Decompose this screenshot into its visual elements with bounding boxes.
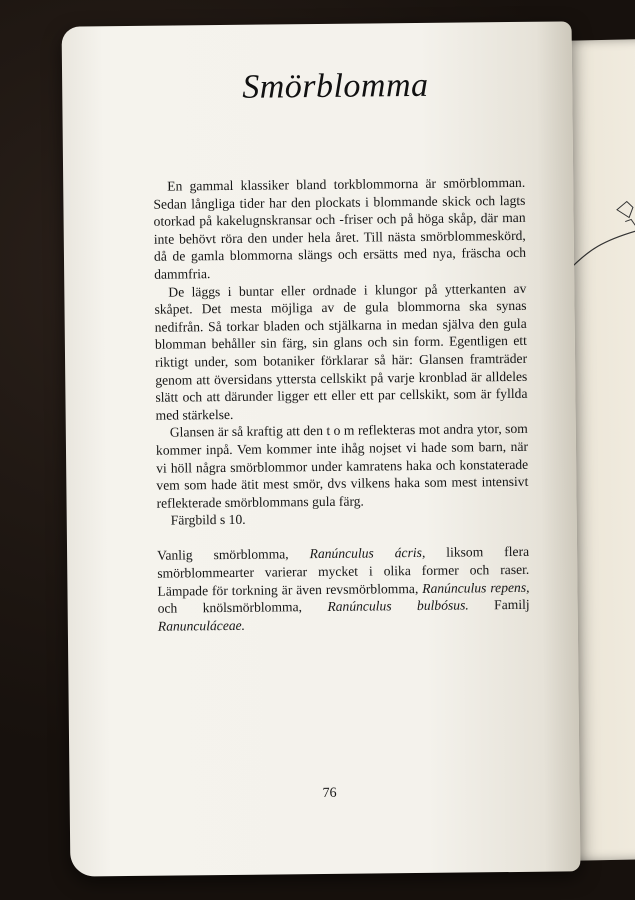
- species-note: Vanlig smörblomma, Ranúnculus ácris, liksom flera smörblommearter varierar mycket i olika former och raser. Lämpade för torkning är även revsmörblomma, Ranúnculus repens, och knölsmörblomma, Ranúnculus bulbósus. Familj Ranunculáceae.: [157, 544, 530, 634]
- paragraph: De läggs i buntar eller ordnade i klungor på ytterkanten av skåpet. Det mesta möjliga av de gula blommorna ska synas nedifrån. Så torkar bladen och stjälkarna in medan själva den gula blomman behåller sin färg, sin glans och sin form. Egentligen ett riktigt under, som botaniker förklarar så här: Glansen framträder genom att översidans yttersta cellskikt på varje kronblad är alldeles slätt och att därunder ligger ett eller ett par cellskikt, som är fyllda med stärkelse.: [154, 280, 528, 423]
- paragraph: Glansen är så kraftig att den t o m reflekteras mot andra ytor, som kommer inpå. Vem kommer inte ihåg nojset vi hade som barn, när vi höll några smörblommor under kamratens haka och konstaterade vem som hade ätit mest smör, dvs vilkens haka som mest intensivt reflekterade smörblommans gula färg.: [155, 421, 529, 511]
- body-text: [153, 174, 530, 635]
- color-plate-reference: Färgbild s 10.: [170, 512, 246, 528]
- page-title: Smörblomma: [242, 66, 429, 106]
- book-page: [62, 21, 581, 876]
- page-number: 76: [322, 785, 337, 802]
- paragraph: En gammal klassiker bland torkblommorna är smörblomman. Sedan långliga tider har den plockats i blommande skick och lagts otorkad på kakelugnskransar och -friser och på höga skåp, där man inte behövt röra den under hela året. Till nästa smörblommeskörd, då de gamla blommorna slängs och ersätts med nya, fräscha och dammfria.: [153, 174, 527, 282]
